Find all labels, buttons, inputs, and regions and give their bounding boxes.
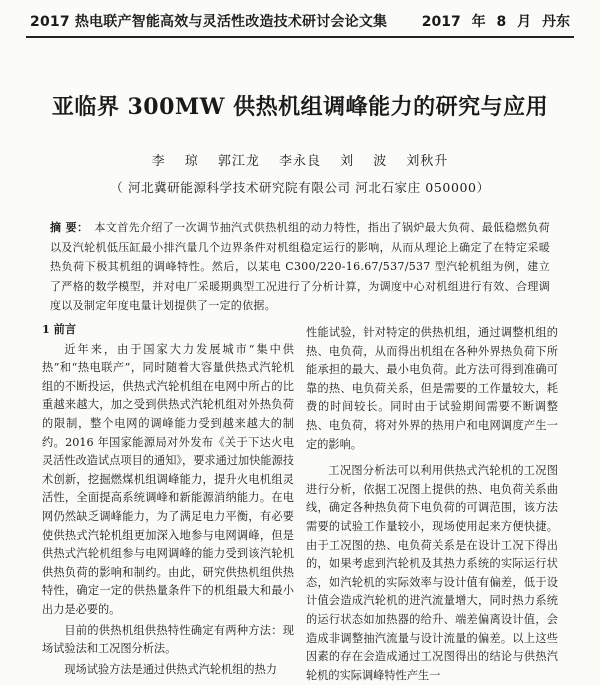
affiliation: （ 河北冀研能源科学技术研究院有限公司 河北石家庄 050000） [110,180,490,195]
date-place: 2017 年 8 月 丹东 [421,14,570,30]
paragraph-continued: 性能试验，针对特定的供热机组，通过调整机组的热、电负荷，从而得出机组在各种外界热负荷下所能承担的最大、最小电负荷。此方法可得到准确可靠的热、电负荷关系，但是需要的工作量较大，耗费的时间较长。同时由于试验期间需要不断调整热、电负荷，将对外界的热用户和电网调度产生一定的影响。 [306,326,558,451]
journal-name: 2017 热电联产智能高效与灵活性改造技术研讨会论文集 [30,14,388,30]
running-header [0,0,600,38]
author-list: 李 琼 郭江龙 李永良 刘 波 刘秋升 [151,154,449,169]
abstract-label: 摘 要： [50,221,89,234]
left-column [42,320,294,679]
abstract-text: 本文首先介绍了一次调节抽汽式供热机组的动力特性，指出了锅炉最大负荷、最低稳燃负荷以及汽轮机低压缸最小排汽量几个边界条件对机组稳定运行的影响，从而从理论上确定了在特定采暖热负荷下极其机组的调峰特性。然后，以某电 C300/220-16.67/537/537 型汽轮机组为例，建立了严格的数学模型，并对电厂采暖期典型工况进行了分析计算，为调度中心对机组进行有效、合理调度以及制定年度电量计划提供了一定的依据。 [50,221,551,312]
paragraph: 现场试验方法是通过供热式汽轮机组的热力 [64,662,277,676]
paragraph: 工况图分析法可以利用供热式汽轮机的工况图进行分析，依据工况图上提供的热、电负荷关系曲线，确定各种热负荷下电负荷的可调范围，该方法需要的试验工作量较小，现场使用起来方便快捷。由于工况图的热、电负荷关系是在设计工况下得出的，如果考虑到汽轮机及其热力系统的实际运行状态，如汽轮机的实际效率与设计值有偏差，低于设计值会造成汽轮机的进汽流量增大，同时热力系统的运行状态如加热器的给升、端差偏离设计值，会造成非调整抽汽流量与设计流量的偏差。以上这些因素的存在会造成通过工况图得出的结论与供热汽轮机的实际调峰特性产生一 [306,464,558,682]
paragraph: 目前的供热机组供热特性确定有两种方法：现场试验法和工况图分析法。 [42,623,294,656]
paper-title: 亚临界 300MW 供热机组调峰能力的研究与应用 [51,94,549,120]
right-column [306,324,558,685]
header-rule [26,36,574,38]
section-heading: 1 前言 [42,322,77,336]
paragraph: 近年来，由于国家大力发展城市“集中供热”和“热电联产”，同时随着大容量供热式汽轮机组的不断投运，供热式汽轮机组在电网中所占的比重越来越大，加之受到供热式汽轮机组对外热负荷的限制，整个电网的调峰能力受到越来越大的制约。2016 年国家能源局对外发布《关于下达火电灵活性改造试点项目的通知》，要求通过加快能源技术创新，挖掘燃煤机组调峰能力，提升火电机组灵活性，全面提高系统调峰和新能源消纳能力。在电网仍然缺乏调峰能力，为了满足电力平衡，有必要使供热式汽轮机组更加深入地参与电网调峰，但是供热式汽轮机组参与电网调峰的能力受到该汽轮机供热负荷的影响和制约。由此，研究供热机组供热特性，确定一定的供热量条件下的机组最大和最小出力是必要的。 [42,342,294,616]
abstract [50,218,550,316]
